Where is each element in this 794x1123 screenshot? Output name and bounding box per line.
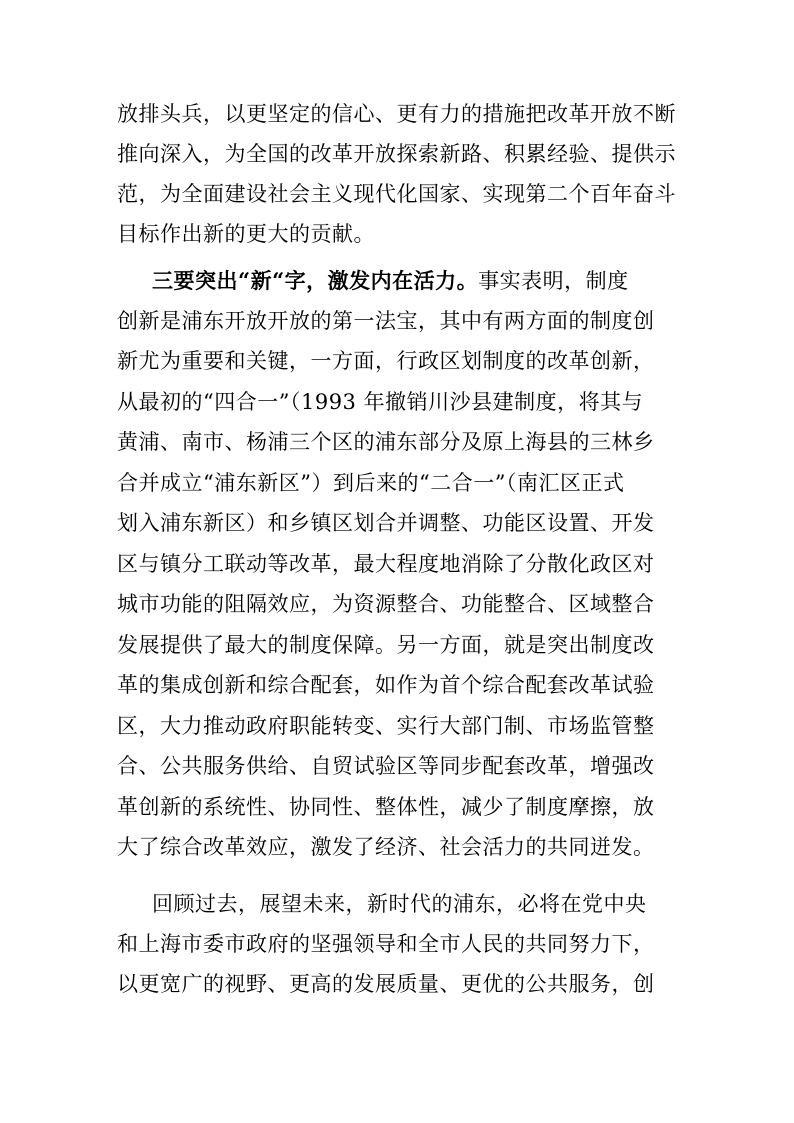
section-heading-continuation: 事实表明，制度: [478, 269, 629, 293]
paragraph-line-2: 推向深入，为全国的改革开放探索新路、积累经验、提供示: [117, 142, 676, 166]
paragraph-line-13: 城市功能的阻隔效应，为资源整合、功能整合、区域整合: [117, 592, 655, 616]
paragraph-line-17: 合、公共服务供给、自贸试验区等同步配套改革，增强改: [117, 754, 655, 778]
paragraph-line-16: 区，大力推动政府职能转变、实行大部门制、市场监管整: [117, 714, 655, 738]
paragraph-line-20: 回顾过去，展望未来，新时代的浦东，必将在党中央: [152, 892, 647, 916]
paragraph-line-4: 目标作出新的更大的贡献。: [117, 222, 375, 246]
paragraph-line-1: 放排头兵，以更坚定的信心、更有力的措施把改革开放不断: [117, 102, 676, 126]
paragraph-line-22: 以更宽广的视野、更高的发展质量、更优的公共服务，创: [117, 972, 655, 996]
paragraph-line-11: 划入浦东新区）和乡镇区划合并调整、功能区设置、开发: [117, 511, 655, 535]
paragraph-line-21: 和上海市委市政府的坚强领导和全市人民的共同努力下，: [117, 932, 655, 956]
paragraph-line-10: 合并成立“浦东新区”）到后来的“二合一”（南汇区正式: [117, 471, 625, 495]
paragraph-line-3: 范，为全面建设社会主义现代化国家、实现第二个百年奋斗: [117, 182, 676, 206]
paragraph-line-15: 革的集成创新和综合配套，如作为首个综合配套改革试验: [117, 673, 655, 697]
paragraph-line-8: 从最初的“四合一”（1993 年撤销川沙县建制度，将其与: [117, 390, 644, 414]
paragraph-line-6: 创新是浦东开放开放的第一法宝，其中有两方面的制度创: [117, 309, 655, 333]
paragraph-line-18: 革创新的系统性、协同性、整体性，减少了制度摩擦，放: [117, 795, 655, 819]
paragraph-line-14: 发展提供了最大的制度保障。另一方面，就是突出制度改: [117, 633, 655, 657]
paragraph-line-19: 大了综合改革效应，激发了经济、社会活力的共同迸发。: [117, 835, 655, 859]
section-heading: 三要突出“新“字，激发内在活力。: [152, 268, 479, 293]
paragraph-line-9: 黄浦、南市、杨浦三个区的浦东部分及原上海县的三林乡: [117, 430, 655, 454]
paragraph-line-7: 新尤为重要和关键，一方面，行政区划制度的改革创新，: [117, 349, 655, 373]
paragraph-line-12: 区与镇分工联动等改革，最大程度地消除了分散化政区对: [117, 552, 655, 576]
section-heading-line: [152, 268, 712, 294]
